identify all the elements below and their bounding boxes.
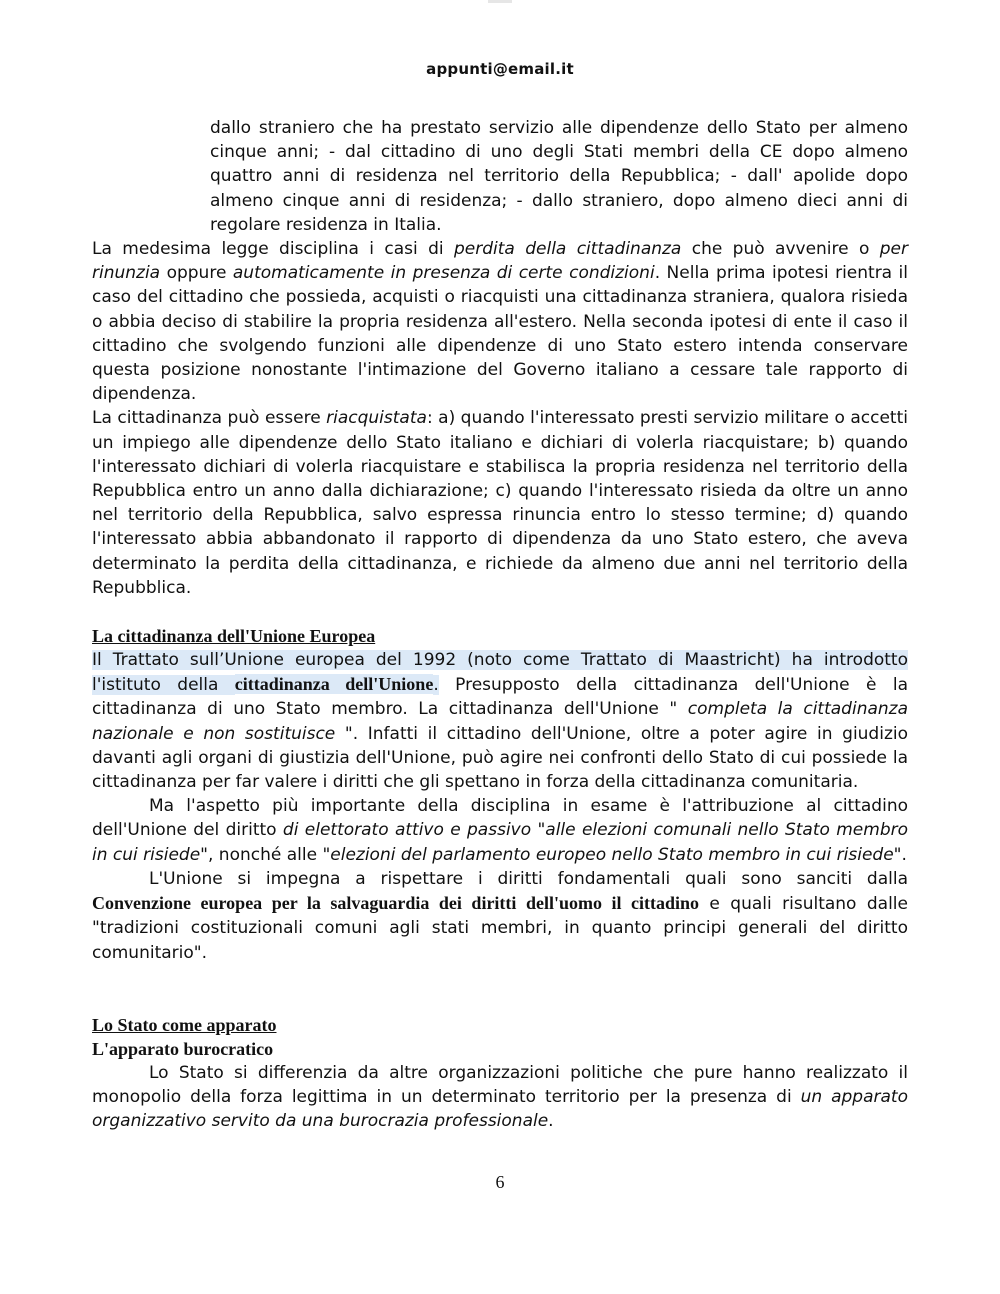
italic-run: un apparato organizzativo servito da una burocrazia professionale: [92, 1086, 908, 1132]
text-run: La cittadinanza può essere: [92, 408, 327, 429]
text-run: e quali risultano dalle "tradizioni costituzionali comuni agli stati membri, in quanto principi generali del diritto comunitario".: [92, 894, 908, 963]
text-run: .: [548, 1111, 554, 1132]
paragraph-trattato: [92, 648, 908, 794]
top-decoration: [488, 0, 512, 3]
spacer: [92, 965, 908, 1013]
italic-run: per rinunzia: [92, 239, 908, 284]
italic-run: completa la cittadinanza nazionale e non sostituisce: [92, 699, 909, 744]
text-run: Ma l'aspetto più importante della disciplina in esame è l'attribuzione al cittadino dell'Unione del diritto: [92, 796, 908, 841]
paragraph-elettorato: [92, 794, 908, 867]
paragraph-diritti-fondamentali: [92, 867, 908, 965]
spacer: [92, 600, 908, 624]
text-run: , nonché alle: [207, 844, 323, 865]
text-run: : a) quando l'interessato presti servizio militare o accetti un impiego alle dipendenze dello Stato italiano e dichiari di volerla riacquistare; b) quando l'interessato dichiari di volerla riacquistare e stabilisca la propria residenza nel territorio della Repubblica entro un anno dalla dichiarazione; c) quando l'interessato risieda da oltre un anno nel territorio della Repubblica, salvo espressa rinuncia entro lo stesso termine; d) quando l'interessato abbia abbandonato il rapporto di dipendenza da uno Stato estero, che aveva determinato la perdita della cittadinanza, e richiede da almeno due anni nel territorio della Repubblica.: [92, 408, 908, 598]
text-run: Lo Stato si differenzia da altre organizzazioni politiche che pure hanno realizzato il monopolio della forza legittima in un determinato territorio per la presenza di: [92, 1062, 908, 1107]
subsection-title-burocratico: L'apparato burocratico: [92, 1038, 274, 1059]
text-run: ". Infatti il cittadino dell'Unione, oltre a poter agire in giudizio davanti agli organi di giustizia dell'Unione, può agire nei confronti dello Stato di cui possiede la cittadinanza per far valere i diritti che gli spettano in forza della cittadinanza comunitaria.: [92, 723, 908, 793]
text-run: La medesima legge disciplina i casi di: [92, 239, 455, 260]
paragraph-text: dallo straniero che ha prestato servizio alle dipendenze dello Stato per almeno cinque anni; - dal cittadino di uno degli Stati membri della CE dopo almeno quattro anni di residenza nel territorio della Repubblica; - dall' apolide dopo almeno cinque anni di residenza; - dallo straniero, dopo almeno dieci anni di regolare residenza in Italia.: [210, 118, 908, 235]
paragraph-burocrazia: [92, 1061, 908, 1134]
text-run: oppure: [160, 263, 233, 284]
italic-run: "elezioni del parlamento europeo nello Stato membro in cui risiede": [322, 844, 902, 865]
text-run: L'Unione si impegna a rispettare i diritti fondamentali quali sono sanciti dalla: [149, 868, 908, 889]
text-run: Presupposto della cittadinanza dell'Unione è la cittadinanza di uno Stato membro. La cittadinanza dell'Unione ": [92, 675, 908, 720]
section-title-stato-apparato: Lo Stato come apparato: [92, 1014, 277, 1035]
text-run: . Nella prima ipotesi rientra il caso del cittadino che possieda, acquisti o riacquisti una cittadinanza straniera, qualora risieda o abbia deciso di stabilire la propria residenza all'estero. Nella seconda ipotesi di ente il caso il cittadino che svolgendo funzioni alle dipendenze di uno Stato estero intenda conservare questa posizione nonostante l'intimazione del Governo italiano a cessare tale rapporto di dipendenza.: [92, 263, 909, 405]
paragraph-riacquisto: [92, 406, 908, 600]
text-run: che può avvenire o: [681, 239, 880, 260]
page-number: 6: [495, 1172, 505, 1192]
highlighted-text: .: [433, 675, 439, 696]
italic-run: perdita della cittadinanza: [454, 239, 682, 260]
paragraph-perdita: [92, 237, 908, 406]
bold-run: Convenzione europea per la salvaguardia dei diritti dell'uomo il cittadino: [92, 893, 699, 914]
highlighted-bold-text: cittadinanza dell'Unione: [234, 674, 434, 695]
text-run: .: [901, 844, 907, 865]
document-body: [92, 116, 908, 1133]
italic-run: automaticamente in presenza di certe condizioni: [232, 263, 655, 284]
highlighted-text: Il Trattato sull’Unione europea del 1992 (noto come Trattato di Maastricht) ha introdotto l'istituto della: [92, 650, 908, 696]
italic-run: riacquistata: [326, 408, 427, 429]
indented-paragraph: [210, 116, 908, 237]
section-title-cittadinanza-ue: La cittadinanza dell'Unione Europea: [92, 626, 376, 647]
italic-run: di elettorato attivo e passivo "alle elezioni comunali nello Stato membro in cui risiede": [92, 820, 908, 865]
header-email: appunti@email.it: [426, 60, 574, 78]
